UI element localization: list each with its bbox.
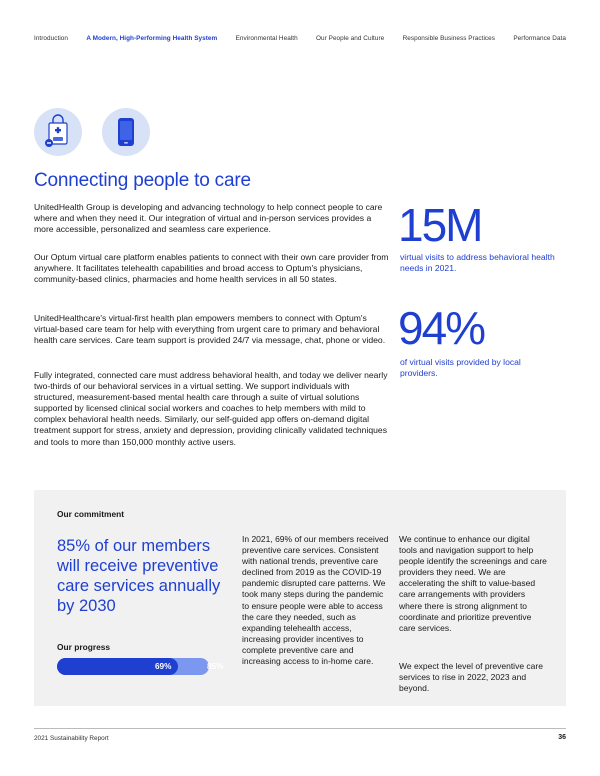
nav-performance-data[interactable]: Performance Data (513, 35, 566, 42)
behavioral-health-paragraph: Fully integrated, connected care must address behavioral health, and today we deliver nearly two-thirds of our behavioral services in a virtual setting. We support individuals with structured, measurement-based mental health care through a suite of virtual solutions supported by licensed clinical social workers and coaches to help members with mild to complex behavioral health needs. Similarly, our self-guided app offers on-demand digital treatment support for stress, anxiety and depression, providing clinically validated techniques and tools to more than 150,000 monthly active users. (34, 370, 388, 447)
footer-report-title: 2021 Sustainability Report (34, 735, 109, 742)
progress-bar (57, 658, 224, 675)
nav-people-culture[interactable]: Our People and Culture (316, 35, 385, 42)
commitment-label: Our commitment (57, 509, 125, 519)
stat-virtual-visits-value: 15M (398, 199, 482, 251)
nav-modern-health-system[interactable]: A Modern, High-Performing Health System (86, 35, 218, 42)
page-number: 36 (558, 734, 566, 741)
top-navigation (34, 35, 566, 42)
page-title: Connecting people to care (34, 170, 251, 191)
intro-paragraph: UnitedHealth Group is developing and advancing technology to help connect people to care where and when they need it. Our integration of virtual and in-person services provides a more accessible, personalized and seamless care experience. (34, 202, 383, 235)
smartphone-icon (102, 108, 150, 156)
commitment-column-1: In 2021, 69% of our members received preventive care services. Consistent with national trends, preventive care declined from 2019 as the COVID-19 pandemic disrupted care patterns. We took many steps during the pandemic to ensure people were able to access the care they needed, such as expanding telehealth access, increasing provider incentives to complete preventive care and increasing access to in-home care. (242, 534, 389, 667)
commitment-headline: 85% of our members will receive preventive care services annually by 2030 (57, 537, 221, 615)
commitment-panel (34, 490, 566, 706)
nav-responsible-business[interactable]: Responsible Business Practices (402, 35, 496, 42)
stat-virtual-visits-caption: virtual visits to address behavioral health needs in 2021. (400, 252, 555, 273)
stat-local-providers-caption: of virtual visits provided by local providers. (400, 357, 521, 378)
progress-current-value: 69% (155, 662, 172, 671)
progress-target-value: 85% (207, 662, 224, 671)
stat-local-providers-value: 94% (398, 302, 485, 354)
nav-introduction[interactable]: Introduction (34, 35, 68, 42)
progress-label: Our progress (57, 642, 111, 652)
commitment-column-2b: We expect the level of preventive care services to rise in 2022, 2023 and beyond. (399, 661, 543, 694)
nav-environmental-health[interactable]: Environmental Health (235, 35, 298, 42)
footer-divider (34, 728, 566, 729)
commitment-column-2a: We continue to enhance our digital tools and navigation support to help people identify the screenings and care providers they need. We are accelerating the shift to value-based care arrangements with providers where there is strong alignment to coordinate and prioritize preventive care services. (399, 534, 547, 633)
unitedhealthcare-paragraph: UnitedHealthcare's virtual-first health plan empowers members to connect with Optum's virtual-based care team for help with everything from urgent care to primary and behavioral health care services. Care team support is provided 24/7 via message, chat, phone or video. (34, 313, 386, 346)
optum-paragraph: Our Optum virtual care platform enables patients to connect with their own care provider from anywhere. It facilitates telehealth capabilities and broad access to Optum's physicians, community-based clinics, pharmacies and home health services in all 50 states. (34, 252, 389, 285)
shopping-bag-cross-icon (34, 108, 82, 156)
